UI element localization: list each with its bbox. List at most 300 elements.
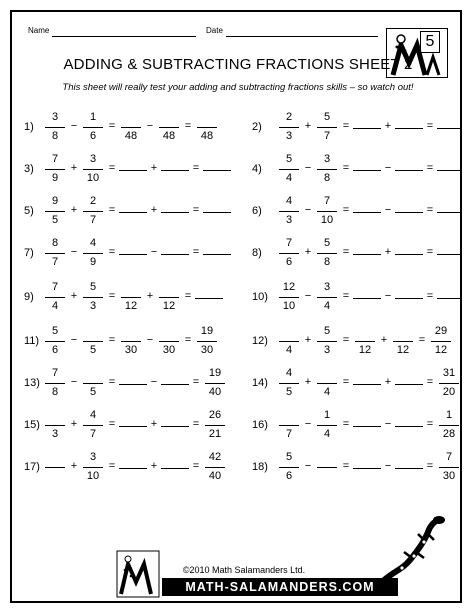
denominator: 48 (162, 130, 176, 142)
equals-sign: = (418, 334, 426, 346)
fraction (42, 108, 68, 148)
operator: + (70, 290, 78, 302)
operator: + (70, 460, 78, 472)
answer-blank[interactable] (119, 212, 147, 213)
copyright-text: ©2010 Math Salamanders Ltd. (182, 565, 306, 575)
date-label: Date (206, 26, 223, 35)
operator: + (146, 290, 154, 302)
question-number: 3) (24, 163, 34, 175)
fraction (80, 278, 106, 318)
operator: − (384, 204, 392, 216)
fraction (80, 322, 106, 362)
equals-sign: = (108, 334, 116, 346)
operator: − (384, 418, 392, 430)
numerator: 2 (89, 195, 97, 207)
question-number: 14) (252, 377, 268, 389)
fraction-bar (45, 253, 65, 254)
operator: + (304, 376, 312, 388)
denominator: 4 (51, 300, 59, 312)
fraction-bar (317, 127, 337, 128)
fraction (80, 448, 106, 488)
fraction (314, 192, 340, 232)
fraction-bar (45, 383, 65, 384)
operator: + (150, 162, 158, 174)
equals-sign: = (108, 204, 116, 216)
answer-blank[interactable] (203, 170, 231, 171)
numerator: 5 (323, 237, 331, 249)
question-12 (238, 322, 462, 362)
operator: + (304, 334, 312, 346)
question-number: 5) (24, 205, 34, 217)
answer-blank[interactable] (119, 426, 147, 427)
fraction-bar (431, 341, 451, 342)
answer-blank[interactable] (353, 426, 381, 427)
fraction-bar (205, 383, 225, 384)
numerator: 26 (208, 409, 222, 421)
operator: − (304, 418, 312, 430)
sheet-number: 5 (420, 31, 440, 53)
answer-blank[interactable] (203, 212, 231, 213)
denominator: 3 (285, 214, 293, 226)
denominator: 40 (208, 386, 222, 398)
fraction (80, 108, 106, 148)
denominator: 12 (434, 344, 448, 356)
fraction (156, 108, 182, 148)
denominator: 5 (89, 386, 97, 398)
denominator: 12 (358, 344, 372, 356)
name-line (52, 36, 196, 37)
fraction (42, 448, 68, 488)
worksheet (10, 10, 462, 603)
fraction-bar (439, 467, 459, 468)
question-8 (238, 234, 462, 274)
denominator: 4 (285, 172, 293, 184)
fraction-bar (317, 211, 337, 212)
operator: + (70, 162, 78, 174)
denominator: 12 (124, 300, 138, 312)
fraction-bar (45, 169, 65, 170)
fraction (80, 150, 106, 190)
answer-blank[interactable] (161, 254, 189, 255)
question-2 (238, 108, 462, 148)
numerator: 42 (208, 451, 222, 463)
answer-blank[interactable] (353, 170, 381, 171)
numerator: 3 (323, 153, 331, 165)
answer-blank[interactable] (353, 128, 381, 129)
denominator: 6 (285, 256, 293, 268)
fraction (276, 192, 302, 232)
fraction-bar (83, 467, 103, 468)
equals-sign: = (342, 460, 350, 472)
fraction-bar (279, 467, 299, 468)
equals-sign: = (108, 418, 116, 430)
numerator: 7 (285, 237, 293, 249)
fraction (118, 108, 144, 148)
denominator: 30 (200, 344, 214, 356)
denominator: 8 (51, 386, 59, 398)
denominator: 6 (51, 344, 59, 356)
answer-blank[interactable] (203, 254, 231, 255)
operator: − (70, 376, 78, 388)
question-3 (12, 150, 238, 190)
fraction-bar (317, 169, 337, 170)
equals-sign: = (426, 418, 434, 430)
fraction-bar (197, 127, 217, 128)
answer-blank[interactable] (437, 212, 462, 213)
operator: − (304, 204, 312, 216)
operator: + (384, 376, 392, 388)
fraction (314, 448, 340, 488)
fraction (42, 234, 68, 274)
denominator: 4 (323, 386, 331, 398)
equals-sign: = (184, 334, 192, 346)
equals-sign: = (342, 120, 350, 132)
answer-blank[interactable] (161, 170, 189, 171)
answer-blank[interactable] (195, 298, 223, 299)
fraction (390, 322, 416, 362)
fraction-bar (83, 341, 103, 342)
question-10 (238, 278, 462, 318)
numerator: 29 (434, 325, 448, 337)
fraction (118, 278, 144, 318)
numerator: 3 (323, 281, 331, 293)
fraction-bar (45, 341, 65, 342)
page-title: ADDING & SUBTRACTING FRACTIONS SHEET 2 (63, 56, 413, 73)
fraction-bar (159, 341, 179, 342)
operator: − (384, 162, 392, 174)
operator: − (150, 246, 158, 258)
denominator: 48 (200, 130, 214, 142)
fraction-bar (439, 383, 459, 384)
operator: − (304, 460, 312, 472)
fraction (314, 364, 340, 404)
question-number: 8) (252, 247, 262, 259)
fraction-bar (279, 341, 299, 342)
fraction (42, 322, 68, 362)
fraction (276, 278, 302, 318)
fraction (276, 406, 302, 446)
question-number: 18) (252, 461, 268, 473)
operator: + (384, 120, 392, 132)
numerator: 31 (442, 367, 456, 379)
denominator: 8 (51, 130, 59, 142)
answer-blank[interactable] (437, 254, 462, 255)
denominator: 48 (124, 130, 138, 142)
denominator: 3 (89, 300, 97, 312)
fraction (156, 322, 182, 362)
question-5 (12, 192, 238, 232)
fraction (314, 108, 340, 148)
fraction-bar (83, 127, 103, 128)
fraction-bar (45, 467, 65, 468)
question-number: 17) (24, 461, 40, 473)
answer-blank[interactable] (161, 426, 189, 427)
fraction (202, 364, 228, 404)
numerator: 3 (89, 153, 97, 165)
equals-sign: = (342, 418, 350, 430)
question-9 (12, 278, 238, 318)
question-number: 10) (252, 291, 268, 303)
fraction-bar (83, 169, 103, 170)
numerator: 1 (89, 111, 97, 123)
fraction-bar (121, 297, 141, 298)
denominator: 28 (442, 428, 456, 440)
operator: − (70, 120, 78, 132)
operator: + (384, 246, 392, 258)
brand-banner: MATH-SALAMANDERS.COM (162, 578, 398, 596)
page-subtitle: This sheet will really test your adding and subtracting fractions skills – so watch out! (62, 82, 414, 93)
question-number: 15) (24, 419, 40, 431)
denominator: 6 (285, 470, 293, 482)
numerator: 2 (285, 111, 293, 123)
denominator: 12 (396, 344, 410, 356)
equals-sign: = (342, 246, 350, 258)
fraction (80, 192, 106, 232)
fraction-bar (45, 211, 65, 212)
fraction (436, 364, 462, 404)
answer-blank[interactable] (119, 254, 147, 255)
question-7 (12, 234, 238, 274)
numerator: 7 (51, 367, 59, 379)
question-number: 9) (24, 291, 34, 303)
answer-blank[interactable] (161, 212, 189, 213)
answer-blank[interactable] (395, 170, 423, 171)
fraction (42, 192, 68, 232)
denominator: 30 (442, 470, 456, 482)
fraction (276, 150, 302, 190)
denominator: 12 (162, 300, 176, 312)
equals-sign: = (426, 120, 434, 132)
numerator: 1 (445, 409, 453, 421)
fraction-bar (205, 467, 225, 468)
question-11 (12, 322, 238, 362)
operator: − (146, 334, 154, 346)
fraction (202, 448, 228, 488)
denominator: 5 (285, 386, 293, 398)
denominator: 8 (323, 172, 331, 184)
equals-sign: = (342, 204, 350, 216)
equals-sign: = (108, 460, 116, 472)
equals-sign: = (342, 162, 350, 174)
operator: − (70, 246, 78, 258)
denominator: 3 (51, 428, 59, 440)
operator: − (304, 162, 312, 174)
fraction-bar (83, 297, 103, 298)
fraction (428, 322, 454, 362)
numerator: 9 (51, 195, 59, 207)
fraction-bar (279, 297, 299, 298)
question-16 (238, 406, 462, 446)
fraction-bar (317, 253, 337, 254)
denominator: 30 (124, 344, 138, 356)
numerator: 19 (208, 367, 222, 379)
fraction-bar (279, 425, 299, 426)
denominator: 21 (208, 428, 222, 440)
answer-blank[interactable] (395, 384, 423, 385)
fraction-bar (45, 297, 65, 298)
denominator: 7 (323, 130, 331, 142)
fraction (436, 448, 462, 488)
denominator: 9 (89, 256, 97, 268)
numerator: 7 (51, 281, 59, 293)
operator: + (150, 460, 158, 472)
operator: + (150, 204, 158, 216)
fraction (314, 150, 340, 190)
answer-blank[interactable] (395, 426, 423, 427)
equals-sign: = (426, 246, 434, 258)
question-number: 6) (252, 205, 262, 217)
fraction (202, 406, 228, 446)
equals-sign: = (108, 376, 116, 388)
fraction (276, 234, 302, 274)
numerator: 4 (285, 195, 293, 207)
fraction-bar (317, 467, 337, 468)
numerator: 5 (323, 325, 331, 337)
answer-blank[interactable] (395, 254, 423, 255)
fraction-bar (317, 425, 337, 426)
numerator: 3 (51, 111, 59, 123)
answer-blank[interactable] (437, 170, 462, 171)
operator: − (146, 120, 154, 132)
denominator: 7 (51, 256, 59, 268)
question-number: 7) (24, 247, 34, 259)
answer-blank[interactable] (353, 212, 381, 213)
answer-blank[interactable] (395, 298, 423, 299)
denominator: 10 (86, 172, 100, 184)
fraction (118, 322, 144, 362)
question-number: 13) (24, 377, 40, 389)
answer-blank[interactable] (353, 384, 381, 385)
equals-sign: = (426, 290, 434, 302)
answer-blank[interactable] (395, 468, 423, 469)
question-4 (238, 150, 462, 190)
question-number: 16) (252, 419, 268, 431)
fraction-bar (317, 383, 337, 384)
answer-blank[interactable] (437, 128, 462, 129)
fraction (156, 278, 182, 318)
operator: − (384, 460, 392, 472)
fraction-bar (205, 425, 225, 426)
fraction-bar (121, 127, 141, 128)
answer-blank[interactable] (437, 298, 462, 299)
fraction (42, 364, 68, 404)
equals-sign: = (426, 376, 434, 388)
fraction-bar (279, 169, 299, 170)
equals-sign: = (426, 460, 434, 472)
salamander-icon (372, 512, 448, 588)
operator: + (380, 334, 388, 346)
answer-blank[interactable] (119, 384, 147, 385)
fraction (436, 406, 462, 446)
fraction (352, 322, 378, 362)
fraction (80, 364, 106, 404)
question-13 (12, 364, 238, 404)
numerator: 8 (51, 237, 59, 249)
answer-blank[interactable] (119, 468, 147, 469)
fraction-bar (159, 297, 179, 298)
denominator: 10 (86, 470, 100, 482)
numerator: 5 (285, 451, 293, 463)
numerator: 4 (89, 409, 97, 421)
equals-sign: = (108, 290, 116, 302)
fraction (42, 150, 68, 190)
answer-blank[interactable] (161, 468, 189, 469)
equals-sign: = (108, 120, 116, 132)
equals-sign: = (342, 290, 350, 302)
answer-blank[interactable] (395, 128, 423, 129)
operator: − (384, 290, 392, 302)
numerator: 5 (89, 281, 97, 293)
numerator: 7 (323, 195, 331, 207)
numerator: 7 (51, 153, 59, 165)
question-number: 11) (24, 335, 40, 347)
numerator: 4 (89, 237, 97, 249)
question-15 (12, 406, 238, 446)
fraction-bar (317, 297, 337, 298)
fraction (276, 364, 302, 404)
denominator: 3 (285, 130, 293, 142)
answer-blank[interactable] (161, 384, 189, 385)
fraction (314, 322, 340, 362)
operator: − (304, 290, 312, 302)
denominator: 4 (323, 428, 331, 440)
name-label: Name (28, 26, 50, 35)
denominator: 3 (323, 344, 331, 356)
numerator: 4 (285, 367, 293, 379)
answer-blank[interactable] (353, 468, 381, 469)
fraction (80, 406, 106, 446)
equals-sign: = (192, 204, 200, 216)
denominator: 4 (323, 300, 331, 312)
question-6 (238, 192, 462, 232)
fraction-bar (159, 127, 179, 128)
operator: + (70, 418, 78, 430)
operator: + (150, 418, 158, 430)
numerator: 1 (323, 409, 331, 421)
denominator: 5 (89, 344, 97, 356)
fraction (276, 448, 302, 488)
numerator: 7 (445, 451, 453, 463)
fraction (314, 406, 340, 446)
equals-sign: = (192, 246, 200, 258)
denominator: 7 (89, 428, 97, 440)
operator: + (304, 120, 312, 132)
fraction-bar (279, 211, 299, 212)
fraction (42, 278, 68, 318)
numerator: 3 (89, 451, 97, 463)
fraction (276, 108, 302, 148)
numerator: 5 (285, 153, 293, 165)
answer-blank[interactable] (395, 212, 423, 213)
fraction-bar (83, 211, 103, 212)
denominator: 5 (51, 214, 59, 226)
denominator: 7 (285, 428, 293, 440)
fraction-bar (317, 341, 337, 342)
answer-blank[interactable] (353, 298, 381, 299)
denominator: 20 (442, 386, 456, 398)
answer-blank[interactable] (119, 170, 147, 171)
fraction-bar (279, 383, 299, 384)
operator: + (70, 204, 78, 216)
denominator: 40 (208, 470, 222, 482)
question-number: 12) (252, 335, 268, 347)
fraction-bar (279, 127, 299, 128)
fraction-bar (83, 253, 103, 254)
answer-blank[interactable] (353, 254, 381, 255)
operator: − (70, 334, 78, 346)
question-number: 2) (252, 121, 262, 133)
fraction-bar (439, 425, 459, 426)
